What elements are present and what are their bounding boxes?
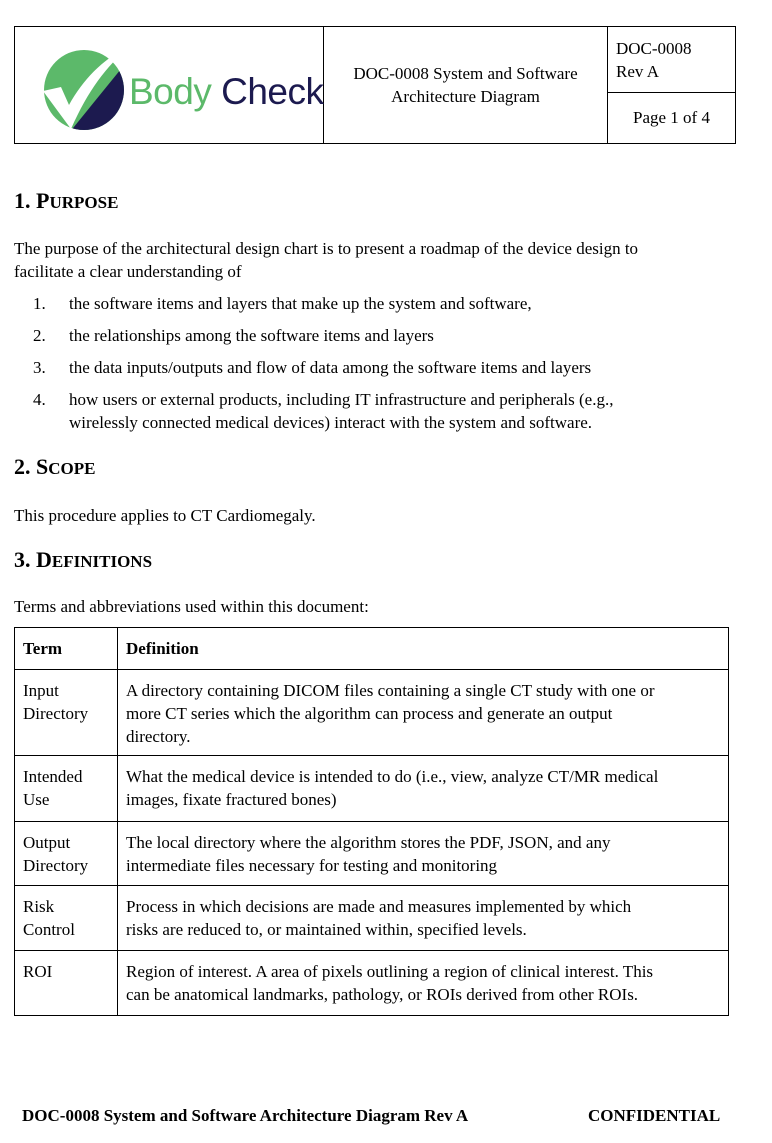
logo-word-body: Body	[129, 71, 212, 112]
section-title-initial: D	[36, 547, 52, 572]
definition-line: can be anatomical landmarks, pathology, or ROIs derived from other ROIs.	[126, 985, 639, 1004]
document-title-line1: DOC-0008 System and Software	[353, 64, 578, 83]
definition-cell	[118, 756, 729, 822]
document-meta	[608, 27, 735, 143]
list-item-line2: wirelessly connected medical devices) interact with the system and software.	[69, 413, 593, 432]
table-row	[15, 822, 729, 886]
footer-document-title: DOC-0008 System and Software Architecture Diagram Rev A	[22, 1106, 469, 1125]
definition-line: Process in which decisions are made and measures implemented by which	[126, 897, 632, 916]
scope-text: This procedure applies to CT Cardiomegaly.	[14, 506, 316, 525]
list-item-line1: how users or external products, including IT infrastructure and peripherals (e.g.,	[69, 390, 614, 409]
definition-line: images, fixate fractured bones)	[126, 790, 337, 809]
definition-line: Region of interest. A area of pixels outlining a region of clinical interest. This	[126, 962, 654, 981]
term-line: Input	[23, 681, 59, 700]
term-line: Intended Use	[23, 767, 83, 809]
list-item: the software items and layers that make up the system and software,	[69, 294, 532, 313]
term-line: Directory	[23, 704, 89, 723]
table-row	[15, 951, 729, 1016]
table-header-row	[15, 628, 729, 670]
list-item-number: 2.	[33, 326, 46, 345]
section-heading-scope	[14, 454, 95, 480]
definition-cell	[118, 886, 729, 951]
term-line: Output	[23, 833, 71, 852]
section-heading-purpose	[14, 188, 118, 214]
list-item-number: 3.	[33, 358, 46, 377]
document-title-line2: Architecture Diagram	[391, 87, 540, 106]
term-cell	[15, 951, 118, 1016]
section-title-rest: COPE	[48, 459, 96, 478]
term-line: Risk Control	[23, 897, 75, 939]
definition-cell	[118, 822, 729, 886]
definition-line: What the medical device is intended to do (i.e., view, analyze CT/MR medical	[126, 767, 659, 786]
definition-line: A directory containing DICOM files containing a single CT study with one or	[126, 681, 655, 700]
logo-word-check: Check	[221, 71, 324, 112]
term-line: Directory	[23, 856, 89, 875]
document-header	[14, 26, 736, 144]
section-number: 3.	[14, 547, 31, 572]
section-number: 1.	[14, 188, 31, 213]
purpose-intro-line2: facilitate a clear understanding of	[14, 262, 242, 281]
definitions-intro: Terms and abbreviations used within this document:	[14, 597, 369, 616]
definition-cell	[118, 670, 729, 756]
document-title	[324, 27, 608, 143]
purpose-intro-line1: The purpose of the architectural design chart is to present a roadmap of the device design to	[14, 239, 639, 258]
definition-line: intermediate files necessary for testing and monitoring	[126, 856, 498, 875]
logo-cell	[15, 27, 324, 143]
term-cell	[15, 756, 118, 822]
definitions-table	[14, 627, 729, 1016]
doc-revision: Rev A	[616, 62, 659, 81]
section-heading-definitions	[14, 547, 152, 573]
table-row	[15, 756, 729, 822]
section-title-initial: P	[36, 188, 50, 213]
doc-id: DOC-0008	[616, 39, 692, 58]
term-cell	[15, 670, 118, 756]
table-row	[15, 886, 729, 951]
logo-wordmark	[129, 71, 324, 113]
definition-line: risks are reduced to, or maintained within, specified levels.	[126, 920, 527, 939]
section-title-rest: URPOSE	[49, 193, 119, 212]
definition-line: directory.	[126, 727, 191, 746]
doc-id-cell	[608, 27, 735, 93]
list-item: the relationships among the software items and layers	[69, 326, 434, 345]
list-item	[69, 388, 709, 434]
definition-cell	[118, 951, 729, 1016]
list-item: the data inputs/outputs and flow of data among the software items and layers	[69, 358, 592, 377]
definition-line: more CT series which the algorithm can process and generate an output	[126, 704, 613, 723]
checkmark-circle-logo-icon	[39, 43, 134, 133]
column-header-term: Term	[15, 628, 118, 670]
section-number: 2.	[14, 454, 31, 479]
list-item-number: 1.	[33, 294, 46, 313]
list-item-number: 4.	[33, 390, 46, 409]
section-title-initial: S	[36, 454, 49, 479]
table-row	[15, 670, 729, 756]
purpose-intro	[14, 237, 638, 283]
column-header-definition: Definition	[118, 628, 729, 670]
page-number: Page 1 of 4	[633, 108, 710, 127]
definition-line: The local directory where the algorithm stores the PDF, JSON, and any	[126, 833, 611, 852]
term-line: ROI	[23, 962, 53, 981]
footer-confidential: CONFIDENTIAL	[588, 1106, 721, 1125]
term-cell	[15, 822, 118, 886]
section-title-rest: EFINITIONS	[51, 552, 153, 571]
term-cell	[15, 886, 118, 951]
